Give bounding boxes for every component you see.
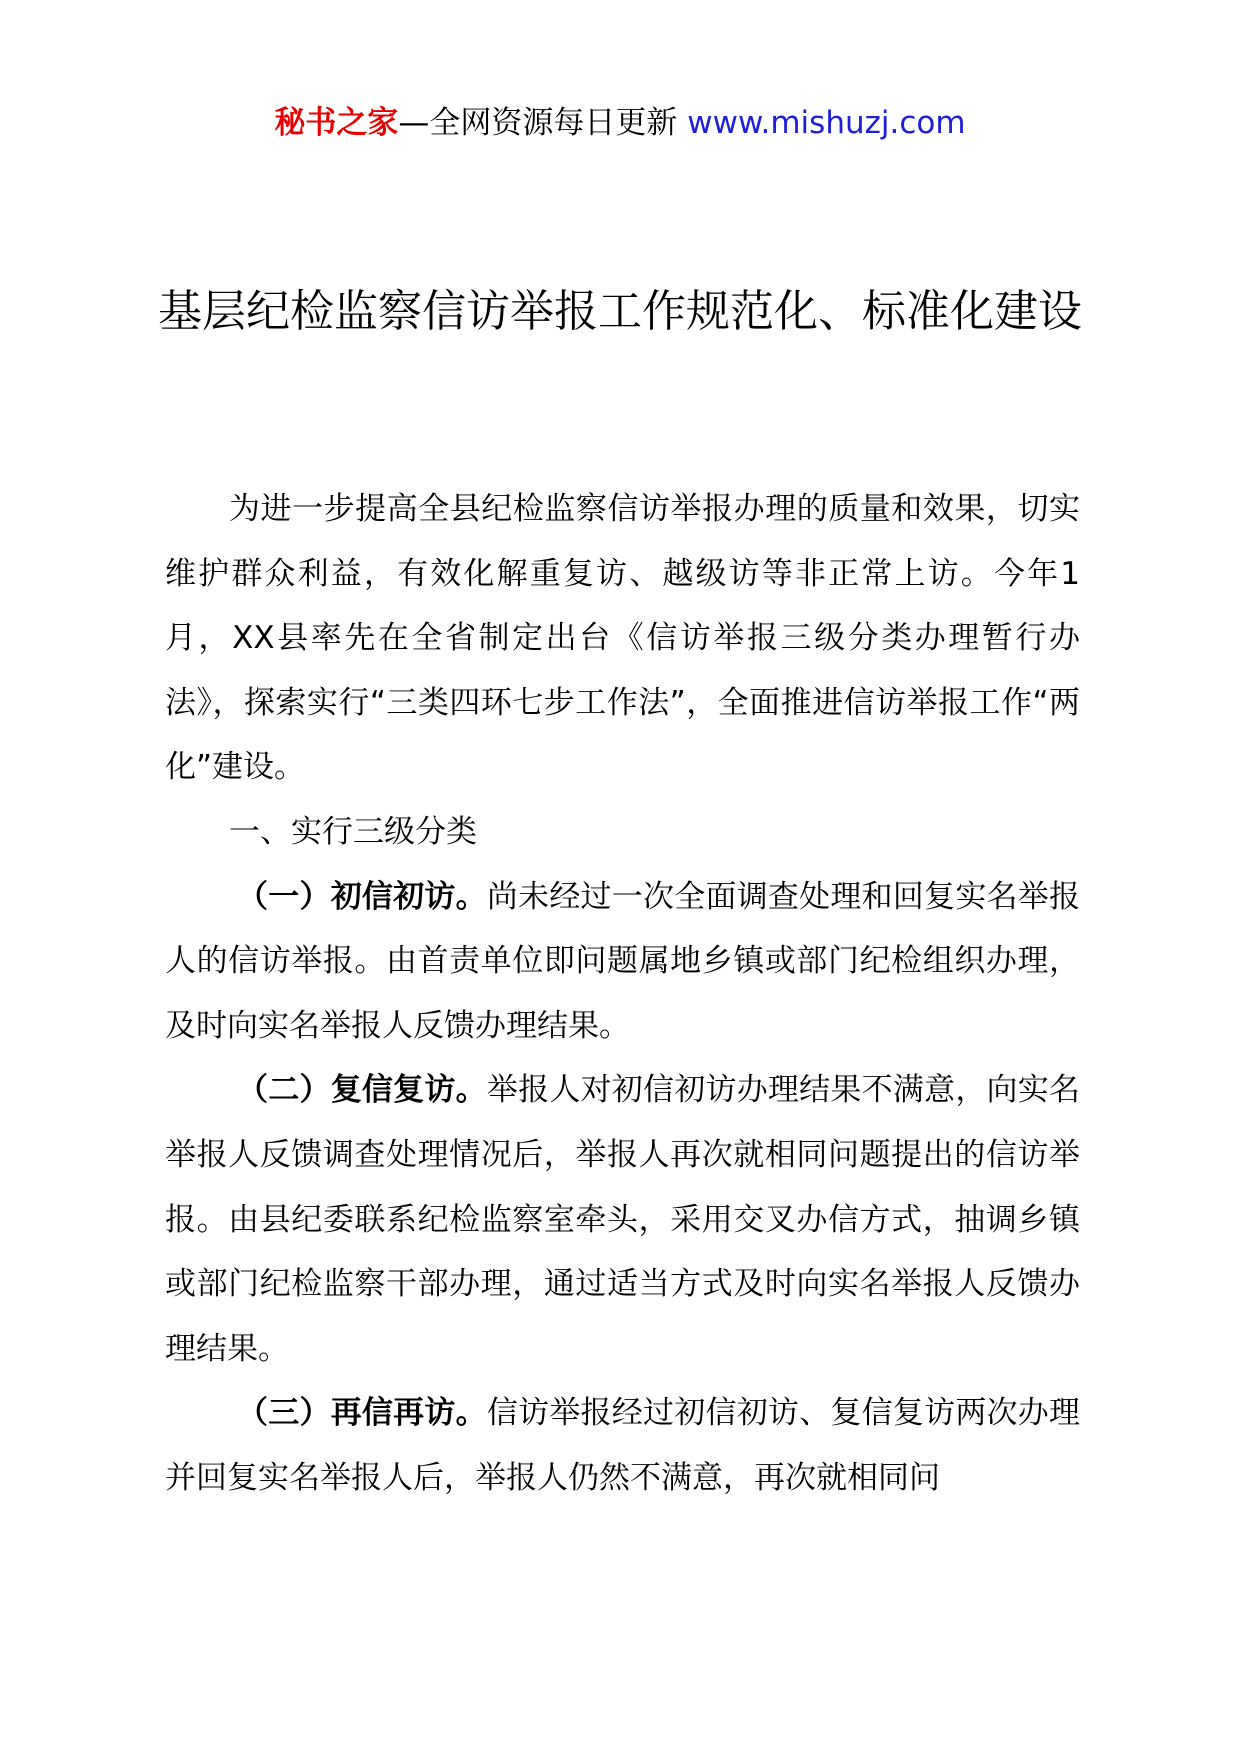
list-item (165, 1058, 1080, 1381)
section-heading: 一、实行三级分类 (229, 813, 477, 850)
item-lead: （三）再信再访。 (237, 1395, 487, 1432)
list-item (165, 1381, 1080, 1510)
site-url-link[interactable]: www.mishuzj.com (687, 105, 966, 141)
site-brand: 秘书之家 (274, 105, 399, 141)
item-text: 尚未经过一次全面调查处理和回复实名举报人的信访举报。由首责单位即问题属地乡镇或部门纪检组织办理，及时向实名举报人反馈办理结果。 (165, 878, 1081, 1044)
item-text: 举报人对初信初访办理结果不满意，向实名举报人反馈调查处理情况后，举报人再次就相同问题提出的信访举报。由县纪委联系纪检监察室牵头，采用交叉办信方式，抽调乡镇或部门纪检监察干部办理，通过适当方式及时向实名举报人反馈办理结果。 (165, 1072, 1081, 1367)
document-title: 基层纪检监察信访举报工作规范化、标准化建设 (158, 286, 1082, 337)
document-body (165, 477, 1080, 1511)
item-text: 信访举报经过初信初访、复信复访两次办理并回复实名举报人后，举报人仍然不满意，再次就相同问 (165, 1395, 1081, 1496)
list-item (165, 865, 1080, 1059)
intro-paragraph: 为进一步提高全县纪检监察信访举报办理的质量和效果，切实维护群众利益，有效化解重复访、越级访等非正常上访。今年1月，XX县率先在全省制定出台《信访举报三级分类办理暂行办法》，探索实行“三类四环七步工作法”，全面推进信访举报工作“两化”建设。 (165, 491, 1080, 786)
item-lead: （二）复信复访。 (237, 1072, 487, 1109)
site-header (0, 98, 1240, 148)
site-slogan: —全网资源每日更新 (398, 105, 678, 141)
item-lead: （一）初信初访。 (237, 878, 487, 915)
